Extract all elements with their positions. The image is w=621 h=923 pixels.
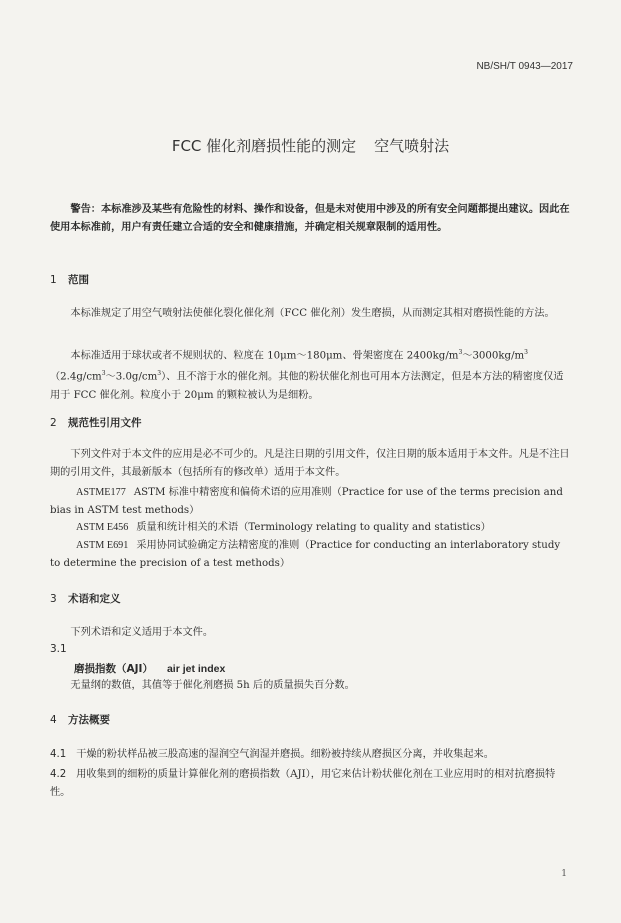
reference-item: ASTM E691 采用协同试验确定方法精密度的准则（Practice for conducting an interlaboratory study to determine the precision of a test methods） xyxy=(50,540,561,569)
term-entry xyxy=(74,661,225,676)
section-1-paragraph-2: 本标准适用于球状或者不规则状的、粒度在 10μm～180μm、骨架密度在 $2400kg/m^3\sim 3000kg/m^3(2.4g/cm^3\sim 3.0g/cm^3)$、且不溶于水的催化剂。其他的粉状催化剂也可用本方法测定，但是本方法的精密度仅适用于 FCC 催化剂。粒度小于 20μm 的颗粒被认为是细粉。 xyxy=(50,349,564,401)
title-sub: 空气喷射法 xyxy=(374,137,450,155)
subsection-number: 3.1 xyxy=(50,643,67,655)
page-number: 1 xyxy=(561,869,567,879)
reference-item: ASTM E456 质量和统计相关的术语（Terminology relating to quality and statistics） xyxy=(76,522,491,533)
warning-text: 本标准涉及某些有危险性的材料、操作和设备，但是未对使用中涉及的所有安全问题都提出建议。因此在使用本标准前，用户有责任建立合适的安全和健康措施，并确定相关规章限制的适用性。 xyxy=(50,204,570,233)
section-2-paragraph-1: 下列文件对于本文件的应用是必不可少的。凡是注日期的引用文件，仅注日期的版本适用于本文件。凡是不注日期的引用文件，其最新版本（包括所有的修改单）适用于本文件。 xyxy=(50,449,570,478)
reference-item: ASTME177 ASTM 标准中精密度和偏倚术语的应用准则（Practice for use of the terms precision and bias in ASTM test methods） xyxy=(50,487,563,516)
section-3-paragraph-1: 下列术语和定义适用于本文件。 xyxy=(70,627,214,638)
standard-code: NB/SH/T 0943—2017 xyxy=(476,61,573,72)
warning-label: 警告： xyxy=(70,204,101,215)
section-3-heading: 3 术语和定义 xyxy=(50,593,121,605)
warning-paragraph xyxy=(50,201,572,237)
page-title xyxy=(0,135,621,156)
method-item: 4.1 干燥的粉状样品被三股高速的湿润空气润湿并磨损。细粉被持续从磨损区分离，并收集起来。 xyxy=(50,749,494,760)
section-1-heading: 1 范围 xyxy=(50,274,89,286)
title-main: FCC 催化剂磨损性能的测定 xyxy=(171,137,357,155)
method-item: 4.2 用收集到的细粉的质量计算催化剂的磨损指数（AJI），用它来估计粉状催化剂在工业应用时的相对抗磨损特性。 xyxy=(50,769,556,798)
term-en: air jet index xyxy=(166,663,226,675)
section-2-heading: 2 规范性引用文件 xyxy=(50,417,142,429)
section-1-paragraph-1: 本标准规定了用空气喷射法使催化裂化催化剂（FCC 催化剂）发生磨损，从而测定其相对磨损性能的方法。 xyxy=(70,308,555,319)
term-cn: 磨损指数（AJI） xyxy=(74,663,153,675)
term-definition: 无量纲的数值，其值等于催化剂磨损 5h 后的质量损失百分数。 xyxy=(70,680,355,691)
section-4-heading: 4 方法概要 xyxy=(50,714,110,726)
